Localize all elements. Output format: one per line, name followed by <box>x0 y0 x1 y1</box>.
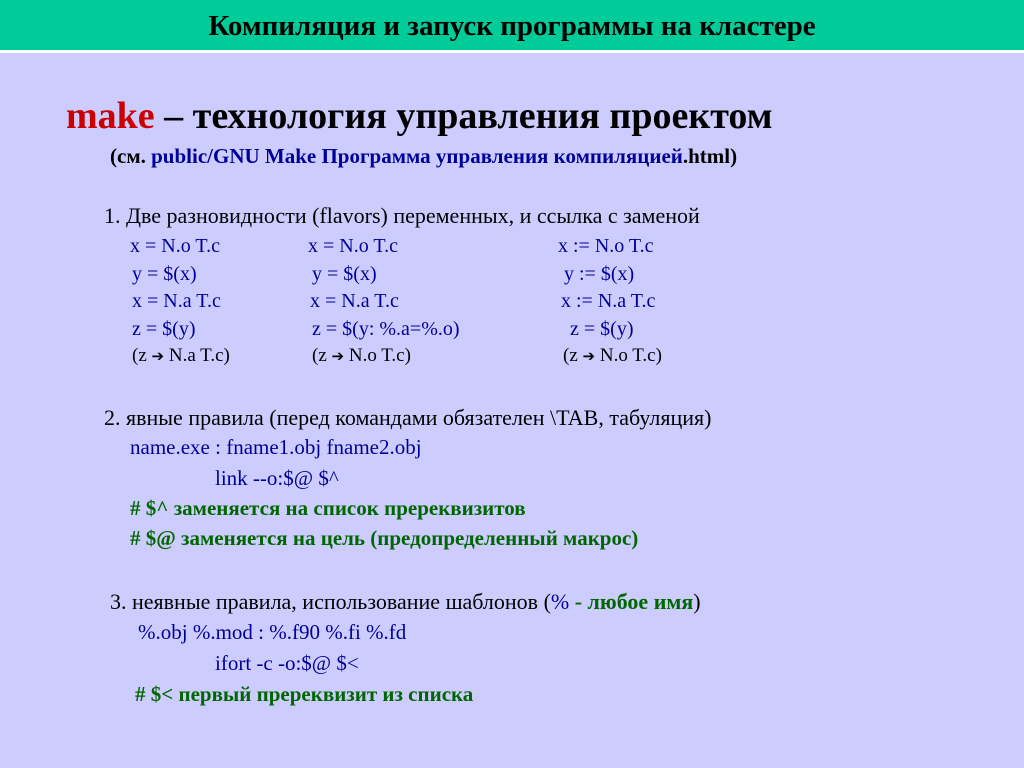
col3-line2: y := $(x) <box>564 263 635 285</box>
col1-line1: x = N.o T.c <box>130 235 220 257</box>
section1-title: 1. Две разновидности (flavors) переменных, и ссылка с заменой <box>104 203 700 228</box>
main-heading <box>66 94 773 138</box>
col3-line1: x := N.o T.c <box>558 235 654 257</box>
result-col2: (z ➔ N.o T.c) <box>312 345 411 366</box>
heading-text: – технология управления проектом <box>154 95 773 137</box>
col2-line2: y = $(x) <box>312 263 377 285</box>
explicit-rule: name.exe : fname1.obj fname2.obj <box>130 435 422 459</box>
reference-link[interactable]: public/GNU Make Программа управления компиляцией <box>151 144 683 168</box>
implicit-command: ifort -c -o:$@ $< <box>215 651 359 675</box>
col1-line3: x = N.a T.c <box>132 290 221 312</box>
section3-title: 3. неявные правила, использование шаблонов (% - любое имя) <box>110 589 701 614</box>
result-col3: (z ➔ N.o T.c) <box>563 345 662 366</box>
slide-title: Компиляция и запуск программы на кластере <box>208 10 816 42</box>
arrow-right-icon: ➔ <box>331 347 345 365</box>
make-keyword: make <box>66 95 155 137</box>
comment-prereq-list: # $^ заменяется на список пререквизитов <box>130 496 526 520</box>
col3-line3: x := N.a T.c <box>561 290 656 312</box>
comment-target-macro: # $@ заменяется на цель (предопределенный макрос) <box>130 526 639 550</box>
section2-title: 2. явные правила (перед командами обязателен \TAB, табуляция) <box>104 405 712 430</box>
result-col1: (z ➔ N.a T.c) <box>132 345 230 366</box>
comment-first-prereq: # $< первый пререквизит из списка <box>135 682 474 706</box>
explicit-command: link --o:$@ $^ <box>215 466 339 490</box>
col2-line4: z = $(y: %.a=%.o) <box>312 318 460 340</box>
col1-line4: z = $(y) <box>132 318 196 340</box>
arrow-right-icon: ➔ <box>582 347 596 365</box>
col2-line3: x = N.a T.c <box>310 290 399 312</box>
heading-reference: (см. public/GNU Make Программа управления компиляцией.html) <box>110 144 738 168</box>
percent-symbol: % <box>550 589 570 614</box>
col2-line1: x = N.o T.c <box>308 235 398 257</box>
arrow-right-icon: ➔ <box>151 347 165 365</box>
implicit-rule: %.obj %.mod : %.f90 %.fi %.fd <box>138 620 407 644</box>
col3-line4: z = $(y) <box>570 318 634 340</box>
col1-line2: y = $(x) <box>132 263 197 285</box>
any-name-note: - любое имя <box>569 589 694 614</box>
